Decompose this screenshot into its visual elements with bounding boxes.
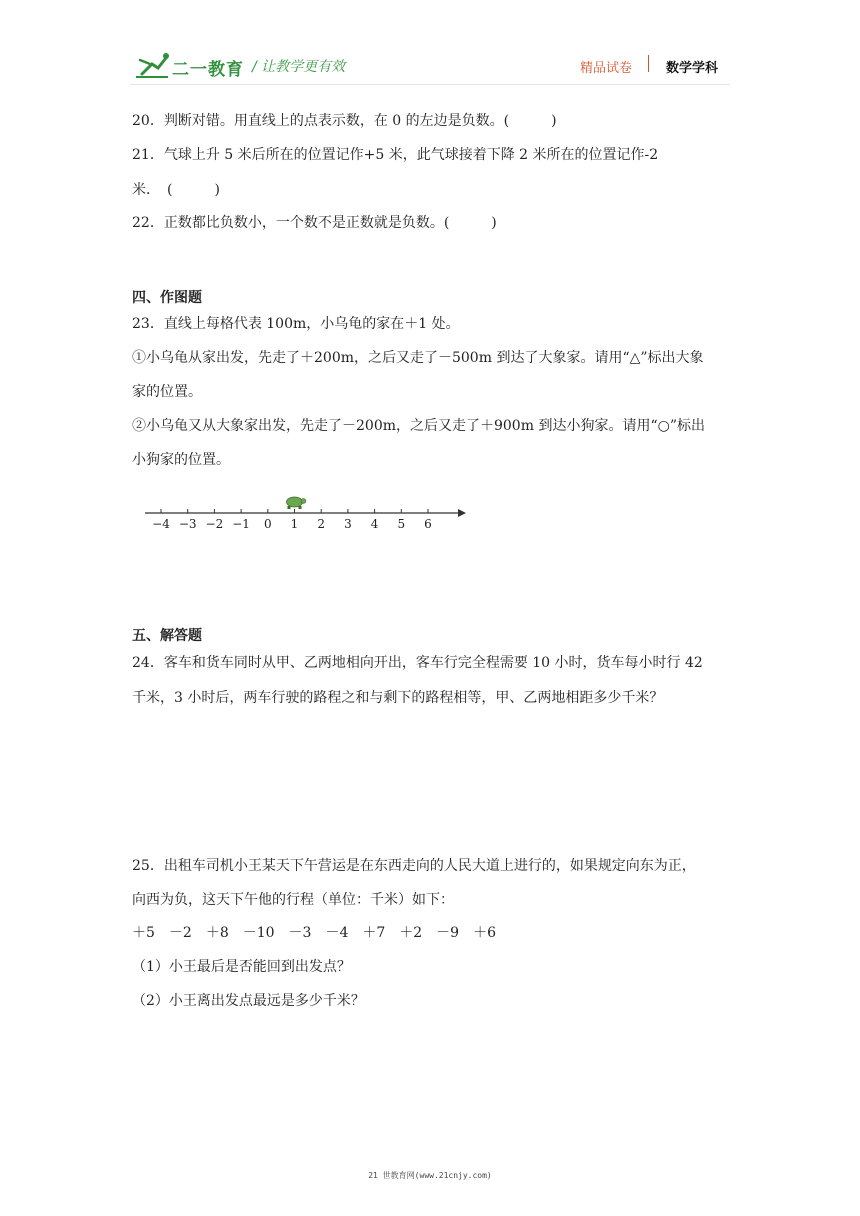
slogan: / 让教学更有效 — [252, 59, 346, 75]
question-24-line1: 24．客车和货车同时从甲、乙两地相向开出，客车行完全程需要 10 小时，货车每小时行 42 — [132, 655, 703, 671]
tick-label: −2 — [205, 517, 224, 531]
question-25-trips: ＋5 －2 ＋8 －10 －3 －4 ＋7 ＋2 －9 ＋6 — [132, 925, 496, 941]
tick-label: 1 — [290, 517, 299, 531]
number-line — [140, 488, 470, 538]
question-25-line1: 25．出租车司机小王某天下午营运是在东西走向的人民大道上进行的，如果规定向东为正， — [132, 858, 696, 874]
question-23-part2-line2: 小狗家的位置。 — [132, 452, 230, 468]
question-24-line2: 千米，3 小时后，两车行驶的路程之和与剩下的路程相等，甲、乙两地相距多少千米？ — [132, 690, 664, 706]
question-25-part2: （2）小王离出发点最远是多少千米？ — [132, 993, 365, 1009]
question-23-part2-line1: ②小乌龟又从大象家出发，先走了－200m，之后又走了＋900m 到达小狗家。请用“○”标出 — [132, 418, 705, 434]
brand-tag: 精品试卷 — [580, 61, 633, 76]
question-21-line2: 米． ( ) — [132, 182, 220, 198]
section-5-title: 五、解答题 — [132, 628, 202, 644]
section-4-title: 四、作图题 — [132, 290, 202, 306]
tick-label: −4 — [152, 517, 170, 531]
number-line-arrow — [458, 509, 466, 517]
question-21-line1: 21．气球上升 5 米后所在的位置记作+5 米，此气球接着下降 2 米所在的位置记作-2 — [132, 147, 659, 163]
tick-label: 2 — [317, 517, 326, 531]
question-23-part1-line1: ①小乌龟从家出发，先走了＋200m，之后又走了－500m 到达了大象家。请用“△”标出大象 — [132, 350, 704, 366]
question-20: 20．判断对错。用直线上的点表示数，在 0 的左边是负数。( ) — [132, 113, 557, 129]
question-25-line2: 向西为负，这天下午他的行程（单位：千米）如下： — [132, 892, 454, 908]
brand-subject: 数学学科 — [666, 61, 719, 76]
question-25-part1: （1）小王最后是否能回到出发点？ — [132, 959, 351, 975]
tick-label: 0 — [263, 517, 272, 531]
logo-text: 二一教育 — [172, 60, 244, 80]
page-header — [0, 0, 860, 90]
brand-separator — [648, 55, 649, 72]
question-23: 23．直线上每格代表 100m，小乌龟的家在＋1 处。 — [132, 316, 460, 332]
tick-label: −3 — [178, 517, 197, 531]
tick-label: 3 — [344, 517, 352, 531]
question-22: 22．正数都比负数小，一个数不是正数就是负数。( ) — [132, 215, 497, 231]
page-footer: 21 世教育网(www.21cnjy.com) — [368, 1171, 492, 1180]
tick-label: −1 — [232, 517, 250, 531]
tick-label: 4 — [370, 517, 379, 531]
header-divider — [130, 84, 730, 85]
question-23-part1-line2: 家的位置。 — [132, 384, 202, 400]
turtle-icon — [287, 497, 306, 509]
tick-label: 5 — [397, 517, 406, 531]
tick-label: 6 — [424, 517, 432, 531]
